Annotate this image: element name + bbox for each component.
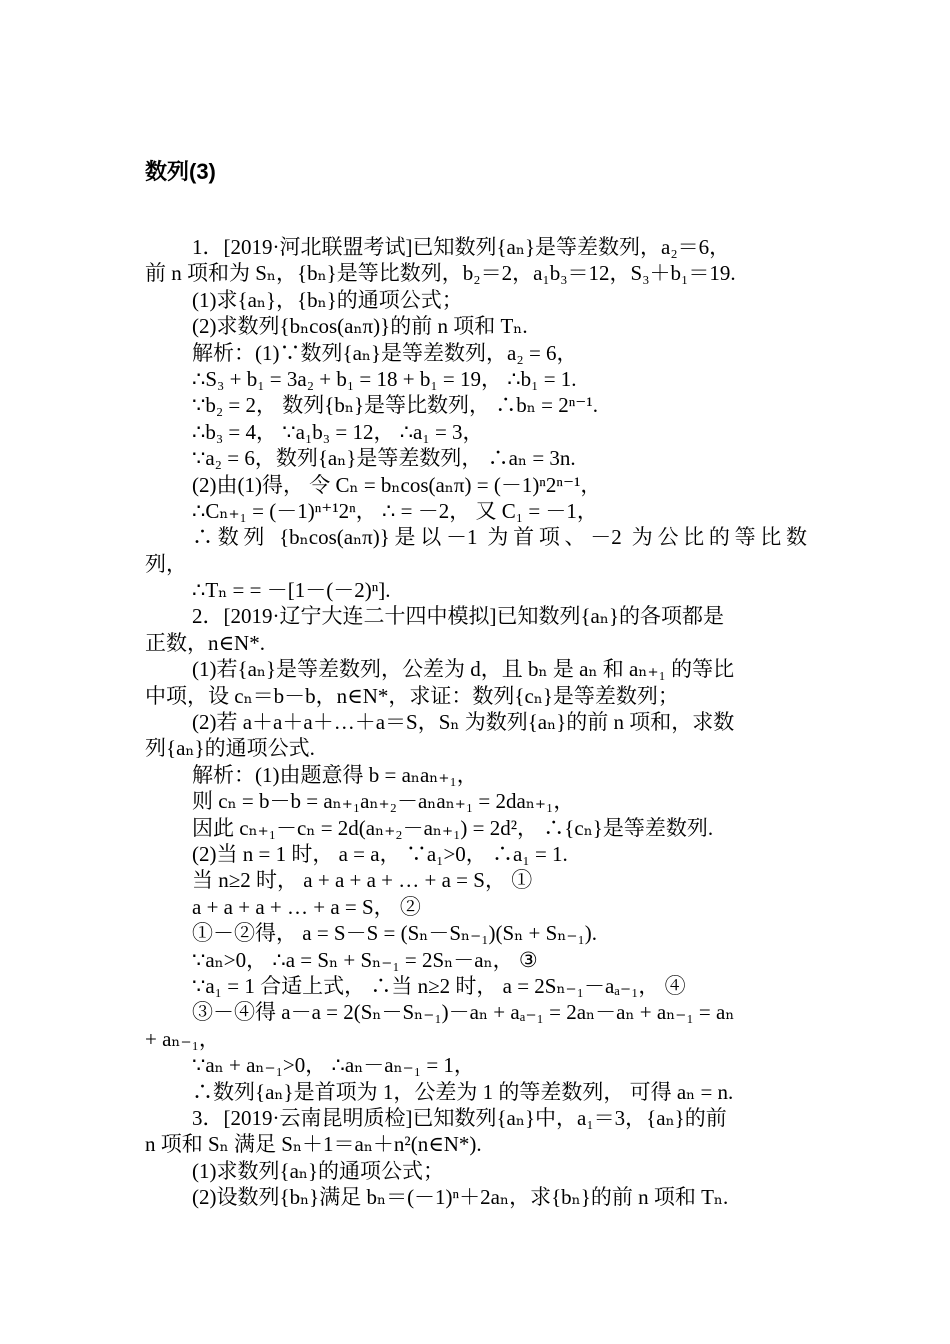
problem-3-statement: 3．[2019·云南昆明质检]已知数列{aₙ}中，a₁＝3，{aₙ}的前: [192, 1105, 727, 1130]
solution-2-line: 则 cₙ = b－b = aₙ₊₁aₙ₊₂－aₙaₙ₊₁ = 2daₙ₊₁，: [192, 789, 575, 814]
solution-1-line: ∴数列 {bₙcos(aₙπ)}是以－1 为首项、－2 为公比的等比数: [192, 525, 807, 550]
problem-1-statement-cont: 前 n 项和为 Sₙ，{bₙ}是等比数列，b₂＝2，a₁b₃＝12，S₃＋b₁＝19.: [145, 261, 736, 286]
solution-1-line: ∴S₃ + b₁ = 3a₂ + b₁ = 18 + b₁ = 19， ∴b₁ = 1.: [192, 366, 577, 391]
problem-2-part-1: (1)若{aₙ}是等差数列，公差为 d，且 bₙ 是 aₙ 和 aₙ₊₁ 的等比: [192, 657, 735, 682]
problem-3-statement-cont: n 项和 Sₙ 满足 Sₙ＋1＝aₙ＋n²(n∈N*).: [145, 1132, 482, 1157]
solution-1-line: ∵a₂ = 6，数列{aₙ}是等差数列， ∴aₙ = 3n.: [192, 446, 576, 471]
solution-2-line: 解析：(1)由题意得 b = aₙaₙ₊₁，: [192, 762, 478, 787]
solution-1-line: ∴b₃ = 4， ∵a₁b₃ = 12， ∴a₁ = 3，: [192, 419, 484, 444]
solution-1-line: (2)由(1)得， 令 Cₙ = bₙcos(aₙπ) = (－1)ⁿ2ⁿ⁻¹，: [192, 472, 602, 497]
solution-2-line: ③－④得 a－a = 2(Sₙ－Sₙ₋₁)－aₙ + aₐ₋₁ = 2aₙ－aₙ + aₙ₋₁ = aₙ: [192, 1000, 735, 1025]
document-body: [145, 234, 807, 1210]
problem-1-statement: 1．[2019·河北联盟考试]已知数列{aₙ}是等差数列，a₂＝6，: [192, 235, 731, 259]
problem-2-part-2-cont: 列{aₙ}的通项公式.: [145, 736, 315, 761]
solution-2-line: 因此 cₙ₊₁－cₙ = 2d(aₙ₊₂－aₙ₊₁) = 2d²， ∴{cₙ}是等差数列.: [192, 815, 714, 840]
solution-2-line: a + a + a + … + a = S， ②: [192, 894, 421, 919]
problem-2-statement: 2．[2019·辽宁大连二十四中模拟]已知数列{aₙ}的各项都是: [192, 604, 725, 629]
problem-2-part-1-cont: 中项，设 cₙ＝b－b，n∈N*，求证：数列{cₙ}是等差数列；: [145, 683, 679, 708]
solution-1-line: ∴Cₙ₊₁ = (－1)ⁿ⁺¹2ⁿ， ∴ = －2， 又 C₁ = －1，: [192, 498, 598, 523]
solution-1-line: 解析：(1)∵数列{aₙ}是等差数列，a₂ = 6，: [192, 340, 578, 365]
solution-2-line: ∴数列{aₙ}是首项为 1，公差为 1 的等差数列， 可得 aₙ = n.: [192, 1079, 734, 1104]
solution-2-line: ∵aₙ + aₙ₋₁>0， ∴aₙ－aₙ₋₁ = 1，: [192, 1053, 475, 1078]
problem-1-part-2: (2)求数列{bₙcos(aₙπ)}的前 n 项和 Tₙ.: [192, 314, 528, 339]
solution-1-line: ∵b₂ = 2， 数列{bₙ}是等比数列， ∴bₙ = 2ⁿ⁻¹.: [192, 393, 598, 418]
problem-2-part-2: (2)若 a＋a＋a＋…＋a＝S，Sₙ 为数列{aₙ}的前 n 项和，求数: [192, 710, 735, 735]
page-title: 数列(3): [145, 159, 216, 184]
solution-2-line: ∵aₙ>0， ∴a = Sₙ + Sₙ₋₁ = 2Sₙ－aₙ， ③: [192, 947, 538, 972]
solution-2-line: (2)当 n = 1 时， a = a， ∵a₁>0， ∴a₁ = 1.: [192, 841, 568, 866]
problem-1-part-1: (1)求{aₙ}，{bₙ}的通项公式；: [192, 287, 463, 312]
solution-2-line: ∵a₁ = 1 合适上式， ∴当 n≥2 时， a = 2Sₙ₋₁－aₐ₋₁， ④: [192, 973, 686, 998]
solution-1-line: 列，: [145, 551, 187, 576]
solution-2-line: 当 n≥2 时， a + a + a + … + a = S， ①: [192, 868, 533, 893]
solution-1-line: ∴Tₙ = = －[1－(－2)ⁿ].: [192, 578, 391, 603]
problem-3-part-2: (2)设数列{bₙ}满足 bₙ＝(－1)ⁿ＋2aₙ，求{bₙ}的前 n 项和 Tₙ.: [192, 1185, 729, 1210]
solution-2-line: ①－②得， a = S－S = (Sₙ－Sₙ₋₁)(Sₙ + Sₙ₋₁).: [192, 921, 598, 946]
solution-2-line: + aₙ₋₁，: [145, 1026, 220, 1051]
problem-2-statement-cont: 正数，n∈N*.: [145, 630, 265, 655]
problem-3-part-1: (1)求数列{aₙ}的通项公式；: [192, 1158, 445, 1183]
